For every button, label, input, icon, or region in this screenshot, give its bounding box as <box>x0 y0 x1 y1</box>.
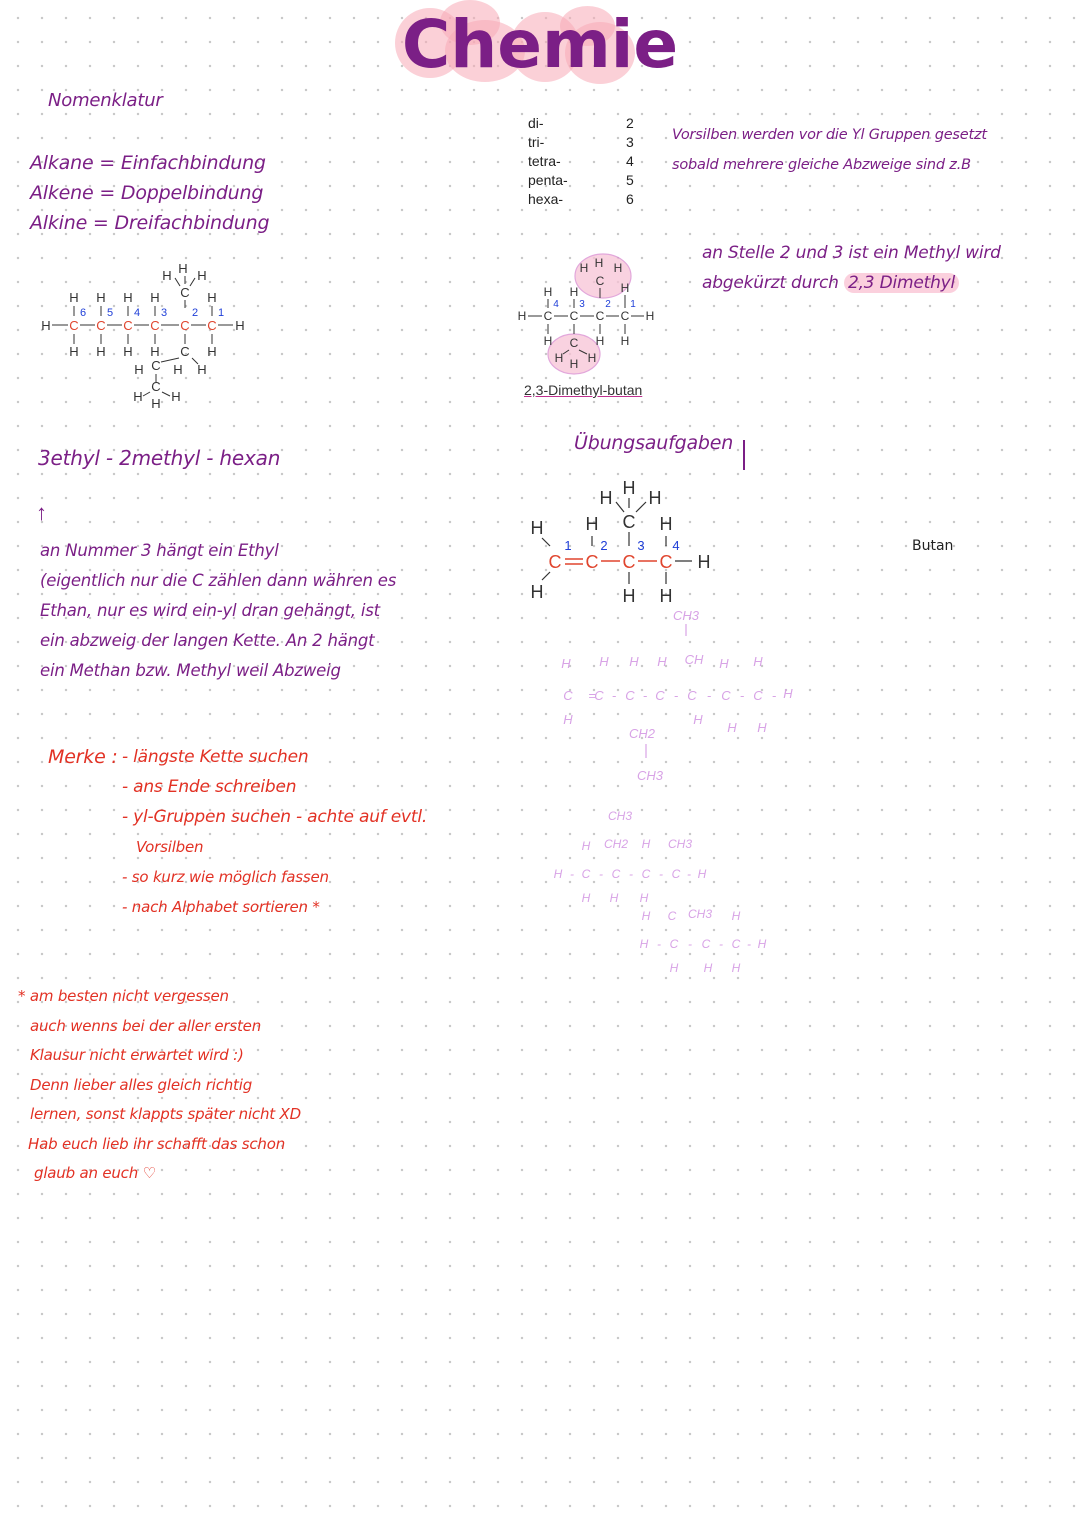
svg-text:-: - <box>771 688 777 703</box>
svg-text:H: H <box>569 357 579 371</box>
svg-text:C: C <box>655 688 665 703</box>
svg-text:1: 1 <box>217 307 225 319</box>
svg-text:-: - <box>706 688 712 703</box>
svg-text:C: C <box>622 512 636 532</box>
svg-text:H: H <box>150 344 160 359</box>
svg-text:H: H <box>622 478 636 498</box>
svg-text:H: H <box>133 389 143 404</box>
svg-text:-: - <box>659 867 663 881</box>
svg-text:H: H <box>171 389 181 404</box>
alkane-list <box>30 148 269 238</box>
svg-text:H: H <box>585 514 599 534</box>
merke-item: - nach Alphabet sortieren * <box>122 898 320 916</box>
explanation-text <box>40 536 396 686</box>
svg-text:H: H <box>641 909 651 923</box>
footnote-line: auch wenns bei der aller ersten <box>30 1016 262 1035</box>
svg-text:C: C <box>151 379 161 394</box>
svg-text:H: H <box>783 686 793 701</box>
merke-item: - längste Kette suchen <box>122 747 309 767</box>
prefix-row <box>528 114 634 133</box>
prefix-name: tetra- <box>528 153 561 169</box>
prefix-value: 4 <box>626 153 634 169</box>
prefix-name: hexa- <box>528 191 564 207</box>
molecule-right-caption <box>524 382 642 398</box>
svg-text:C: C <box>569 336 579 350</box>
svg-text:-: - <box>688 937 692 951</box>
footnote-line: * am besten nicht vergessen <box>18 987 229 1005</box>
svg-text:H: H <box>757 720 767 735</box>
explanation-line: ein abzweig der langen Kette. An 2 hängt <box>40 631 375 650</box>
svg-text:-: - <box>642 688 648 703</box>
svg-text:H: H <box>235 318 245 333</box>
svg-text:H: H <box>581 891 591 905</box>
svg-text:H: H <box>543 334 553 348</box>
svg-text:H: H <box>173 362 183 377</box>
svg-text:-: - <box>599 867 603 881</box>
svg-text:C: C <box>641 867 651 881</box>
footnote-line: Denn lieber alles gleich richtig <box>30 1075 253 1094</box>
svg-text:H: H <box>594 256 604 270</box>
svg-text:C: C <box>667 909 677 923</box>
svg-text:H: H <box>659 514 673 534</box>
merke-list <box>122 742 427 922</box>
svg-text:H: H <box>613 261 623 275</box>
svg-text:H: H <box>197 268 207 283</box>
prefix-note-line: sobald mehrere gleiche Abzweige sind z.B <box>672 157 971 173</box>
dimethyl-note-line <box>702 268 1001 298</box>
svg-text:-: - <box>719 937 723 951</box>
svg-text:H: H <box>96 290 106 305</box>
alkine-line: Alkine = Dreifachbindung <box>30 212 270 234</box>
merke-item: Vorsilben <box>136 838 204 856</box>
svg-text:H: H <box>727 720 737 735</box>
svg-text:H: H <box>151 396 161 411</box>
svg-text:C: C <box>595 309 605 323</box>
prefix-value: 6 <box>626 191 634 207</box>
prefix-table <box>528 114 634 209</box>
svg-text:C: C <box>180 285 190 300</box>
svg-text:C: C <box>731 937 741 951</box>
svg-text:4: 4 <box>553 299 559 310</box>
svg-text:C: C <box>569 309 579 323</box>
prefix-row <box>528 133 634 152</box>
svg-text:H: H <box>134 362 144 377</box>
svg-text:H: H <box>639 891 649 905</box>
svg-text:1: 1 <box>564 538 572 553</box>
svg-text:CH3: CH3 <box>636 768 664 783</box>
dimethyl-note <box>702 238 1001 298</box>
up-arrow-icon: ↑ <box>36 500 47 525</box>
svg-text:H: H <box>599 654 609 669</box>
svg-text:2: 2 <box>605 299 611 310</box>
footnote-line: lernen, sonst klappts später nicht XD <box>30 1105 301 1123</box>
svg-text:CH2: CH2 <box>603 837 629 851</box>
footnote-text <box>18 982 301 1189</box>
svg-text:-: - <box>570 867 574 881</box>
svg-text:H: H <box>96 344 106 359</box>
caption-text: 2,3-Dimethyl-butan <box>524 382 643 398</box>
svg-text:H: H <box>587 351 597 365</box>
svg-text:H: H <box>561 656 571 671</box>
prefix-value: 3 <box>626 134 634 150</box>
exercise-answer-butan: Butan <box>912 538 954 554</box>
prefix-value: 5 <box>626 172 634 188</box>
merke-label: Merke : <box>48 746 118 768</box>
merke-item: - yl-Gruppen suchen - achte auf evtl. <box>122 807 428 827</box>
svg-text:C: C <box>585 552 599 572</box>
svg-text:H: H <box>719 656 729 671</box>
alkane-line: Alkane = Einfachbindung <box>30 152 266 174</box>
molecule-2-3-dimethyl-butan <box>512 250 662 380</box>
nomenklatur-heading: Nomenklatur <box>48 90 163 111</box>
svg-text:C: C <box>563 688 573 703</box>
svg-text:H: H <box>697 867 707 881</box>
dimethyl-highlight: 2,3 Dimethyl <box>844 273 959 293</box>
svg-text:H: H <box>757 937 767 951</box>
svg-text:H: H <box>543 285 553 299</box>
svg-text:CH3: CH3 <box>687 907 713 921</box>
svg-text:H: H <box>595 334 605 348</box>
svg-text:4: 4 <box>133 307 141 319</box>
prefix-name: di- <box>528 115 544 131</box>
svg-text:C: C <box>180 318 190 333</box>
svg-text:H: H <box>207 290 217 305</box>
svg-text:CH: CH <box>684 652 704 667</box>
svg-text:H: H <box>150 290 160 305</box>
prefix-row <box>528 171 634 190</box>
svg-text:C: C <box>659 552 673 572</box>
svg-text:H: H <box>554 351 564 365</box>
svg-text:C: C <box>594 688 604 703</box>
svg-text:3: 3 <box>637 538 645 553</box>
svg-text:H: H <box>197 362 207 377</box>
exercise-molecule-lavender-2 <box>548 808 778 980</box>
svg-text:CH3: CH3 <box>667 837 693 851</box>
svg-text:H: H <box>123 344 133 359</box>
svg-text:C: C <box>96 318 106 333</box>
svg-text:H: H <box>669 961 679 975</box>
svg-text:H: H <box>579 261 589 275</box>
svg-text:3: 3 <box>160 307 168 319</box>
page-title: Chemie <box>401 6 679 83</box>
svg-text:C: C <box>581 867 591 881</box>
prefix-note-line: Vorsilben werden vor die Yl Gruppen gesetzt <box>672 127 987 143</box>
svg-text:2: 2 <box>191 307 199 319</box>
svg-text:C: C <box>548 552 562 572</box>
merke-item: - ans Ende schreiben <box>122 777 297 797</box>
svg-text:H: H <box>697 552 711 572</box>
merke-item: - so kurz wie möglich fassen <box>122 868 329 886</box>
svg-text:C: C <box>69 318 79 333</box>
prefix-value: 2 <box>626 115 634 131</box>
svg-text:H: H <box>641 837 651 851</box>
svg-text:H: H <box>645 309 655 323</box>
down-arrow-icon <box>743 440 761 470</box>
svg-text:C: C <box>180 344 190 359</box>
svg-text:H: H <box>620 334 630 348</box>
svg-text:H: H <box>731 909 741 923</box>
dimethyl-note-line: an Stelle 2 und 3 ist ein Methyl wird <box>702 243 1001 263</box>
svg-text:-: - <box>611 688 617 703</box>
svg-text:1: 1 <box>630 299 636 310</box>
exercise-molecule-lavender-1 <box>552 606 802 790</box>
molecule-left-name: 3ethyl - 2methyl - hexan <box>38 446 281 470</box>
svg-text:H: H <box>659 586 673 606</box>
explanation-line: ein Methan bzw. Methyl weil Abzweig <box>40 661 341 680</box>
footnote-line: Klausur nicht erwartet wird :) <box>30 1046 244 1064</box>
svg-text:H: H <box>620 281 630 295</box>
svg-text:C: C <box>622 552 636 572</box>
svg-text:H: H <box>622 586 636 606</box>
svg-text:H: H <box>693 712 703 727</box>
svg-text:3: 3 <box>579 299 585 310</box>
svg-text:H: H <box>41 318 51 333</box>
svg-text:H: H <box>530 582 544 602</box>
svg-text:H: H <box>178 261 188 276</box>
svg-text:C: C <box>151 358 161 373</box>
svg-text:H: H <box>123 290 133 305</box>
svg-text:H: H <box>731 961 741 975</box>
svg-text:H: H <box>569 285 579 299</box>
svg-text:H: H <box>629 654 639 669</box>
svg-text:CH3: CH3 <box>672 608 700 623</box>
prefix-name: penta- <box>528 172 568 188</box>
explanation-line: an Nummer 3 hängt ein Ethyl <box>40 541 279 560</box>
dimethyl-note-prefix: abgekürzt durch <box>702 273 839 293</box>
exercise-molecule-butene <box>524 474 724 606</box>
svg-text:C: C <box>123 318 133 333</box>
svg-text:H: H <box>530 518 544 538</box>
prefix-row <box>528 190 634 209</box>
svg-text:C: C <box>687 688 697 703</box>
svg-text:4: 4 <box>672 538 680 553</box>
svg-text:H: H <box>563 712 573 727</box>
exercises-heading-text: Übungsaufgaben <box>574 432 734 454</box>
svg-text:CH3: CH3 <box>607 809 633 823</box>
svg-text:-: - <box>747 937 751 951</box>
svg-text:=: = <box>588 688 596 703</box>
svg-text:-: - <box>673 688 679 703</box>
svg-text:C: C <box>595 274 605 288</box>
svg-text:-: - <box>687 867 691 881</box>
svg-text:C: C <box>150 318 160 333</box>
svg-text:CH2: CH2 <box>628 726 656 741</box>
svg-text:H: H <box>609 891 619 905</box>
footnote-line: glaub an euch ♡ <box>34 1164 156 1182</box>
svg-text:C: C <box>207 318 217 333</box>
svg-text:H: H <box>639 937 649 951</box>
prefix-note <box>672 120 987 180</box>
svg-text:C: C <box>701 937 711 951</box>
svg-text:-: - <box>629 867 633 881</box>
svg-text:H: H <box>69 344 79 359</box>
svg-text:H: H <box>581 839 591 853</box>
explanation-line: Ethan, nur es wird ein-yl dran gehängt, ist <box>40 601 380 620</box>
molecule-3-ethyl-2-methyl-hexan <box>30 258 260 418</box>
svg-text:-: - <box>657 937 661 951</box>
svg-text:H: H <box>553 867 563 881</box>
svg-text:C: C <box>543 309 553 323</box>
exercises-heading <box>574 432 761 462</box>
explanation-line: (eigentlich nur die C zählen dann währen es <box>40 571 397 590</box>
svg-text:C: C <box>671 867 681 881</box>
prefix-name: tri- <box>528 134 545 150</box>
svg-text:H: H <box>703 961 713 975</box>
svg-text:C: C <box>753 688 763 703</box>
svg-text:C: C <box>669 937 679 951</box>
prefix-row <box>528 152 634 171</box>
footnote-line: Hab euch lieb ihr schafft das schon <box>28 1134 286 1153</box>
svg-text:5: 5 <box>106 307 114 319</box>
svg-text:H: H <box>69 290 79 305</box>
svg-text:6: 6 <box>79 307 87 319</box>
svg-text:H: H <box>648 488 662 508</box>
svg-text:H: H <box>517 309 527 323</box>
svg-text:-: - <box>739 688 745 703</box>
svg-text:C: C <box>620 309 630 323</box>
svg-text:H: H <box>207 344 217 359</box>
svg-text:H: H <box>162 268 172 283</box>
alkene-line: Alkene = Doppelbindung <box>30 182 264 204</box>
svg-text:H: H <box>753 654 763 669</box>
svg-text:H: H <box>657 654 667 669</box>
svg-text:C: C <box>721 688 731 703</box>
svg-text:C: C <box>625 688 635 703</box>
svg-text:C: C <box>611 867 621 881</box>
svg-text:2: 2 <box>600 538 608 553</box>
svg-text:H: H <box>599 488 613 508</box>
